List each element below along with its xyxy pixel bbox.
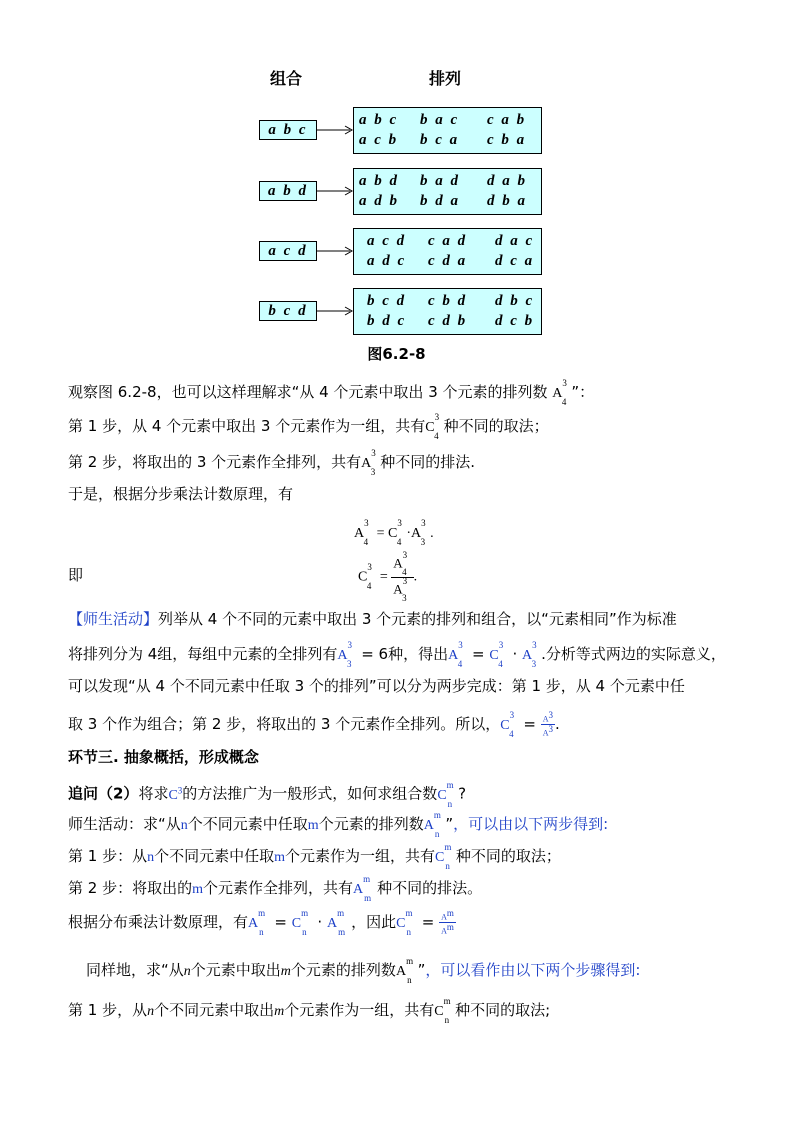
combination-box: b c d bbox=[259, 301, 317, 321]
permutation-item: a d c bbox=[367, 253, 407, 269]
permutation-item: a c d bbox=[367, 233, 407, 249]
permutation-box bbox=[353, 107, 542, 154]
paragraph-step1: 第 1 步，从 4 个元素中取出 3 个元素作为一组，共有$C^3_4$种不同的取法； bbox=[68, 412, 549, 442]
permutation-item: b c d bbox=[367, 293, 407, 309]
permutation-box bbox=[353, 288, 542, 335]
general-step2: 第 2 步：将取出的m个元素作全排列，共有$A^m_m$种不同的排法。 bbox=[68, 874, 483, 904]
fraction: $\frac{A^3_4}{A^3_3}$ bbox=[391, 552, 413, 603]
activity-line-1: 【师生活动】列举从 4 个不同的元素中取出 3 个元素的排列和组合，以“元素相同”作为标准 bbox=[68, 610, 677, 628]
permutation-item: a b c bbox=[359, 112, 399, 128]
paragraph-observe: 观察图 6.2-8，也可以这样理解求“从 4 个元素中取出 3 个元素的排列数 $A^3_4$”： bbox=[68, 378, 595, 408]
paragraph-therefore: 于是，根据分步乘法计数原理，有 bbox=[68, 485, 294, 503]
permutation-item: c d a bbox=[428, 253, 468, 269]
arrow-icon bbox=[317, 306, 354, 316]
label-ji: 即 bbox=[68, 566, 84, 584]
permutation-item: d a b bbox=[487, 173, 527, 189]
activity-line-3: 可以发现“从 4 个不同元素中任取 3 个的排列”可以分为两步完成：第 1 步，从 4 个元素中任 bbox=[68, 677, 685, 695]
figure-caption: 图6.2-8 bbox=[367, 345, 426, 363]
permutation-item: c b a bbox=[487, 132, 527, 148]
fraction-small: $\frac{A^m}{A^m}$ bbox=[441, 908, 454, 936]
permutation-item: d c b bbox=[495, 313, 535, 329]
permutation-item: a d b bbox=[359, 193, 399, 209]
permutation-box bbox=[353, 228, 542, 275]
combination-header: 组合 bbox=[270, 69, 303, 88]
permutation-item: d c a bbox=[495, 253, 535, 269]
permutation-item: b a d bbox=[420, 173, 460, 189]
activity-label: 【师生活动】 bbox=[68, 610, 159, 628]
activity-general-intro: 师生活动：求“从n个不同元素中任取m个元素的排列数$A^m_n$”，可以由以下两步得到: bbox=[68, 810, 609, 840]
general-conclusion: 根据分布乘法计数原理，有$A^m_n = C^m_n \cdot A^m_m$，因此$C^m_n$ = $\frac{A^m}{A^m}$ bbox=[68, 908, 454, 938]
formula-A-eq-C-times-A: $A^3_4 = C^3_4\cdot A^3_3$. bbox=[354, 518, 434, 548]
followup-question: 追问（2）将求$C^3$的方法推广为一般形式，如何求组合数$C^m_n$? bbox=[68, 779, 467, 810]
permutation-item: c a b bbox=[487, 112, 527, 128]
permutation-box bbox=[353, 168, 542, 215]
combination-box: a c d bbox=[259, 241, 317, 261]
formula-C-eq-A-over-A: $C^3_4$ = $\frac{A^3_4}{A^3_3}$ . bbox=[358, 550, 418, 603]
arrow-icon bbox=[317, 125, 354, 135]
similarly-step1: 第 1 步，从n个不同元素中取出m个元素作为一组，共有$C^m_n$种不同的取法; bbox=[68, 996, 551, 1026]
permutation-item: c b d bbox=[428, 293, 468, 309]
permutation-item: b d c bbox=[367, 313, 407, 329]
fraction-small: $\frac{A^3}{A^3}$ bbox=[542, 710, 553, 738]
permutation-item: d b c bbox=[495, 293, 535, 309]
permutation-item: b d a bbox=[420, 193, 460, 209]
permutation-item: b c a bbox=[420, 132, 460, 148]
permutation-header: 排列 bbox=[429, 69, 462, 88]
combination-box: a b c bbox=[259, 120, 317, 140]
permutation-item: b a c bbox=[420, 112, 460, 128]
paragraph-step2: 第 2 步，将取出的 3 个元素作全排列，共有$A^3_3$种不同的排法. bbox=[68, 448, 476, 478]
permutation-item: a c b bbox=[359, 132, 399, 148]
activity-line-2: 将排列分为 4组，每组中元素的全排列有$A^3_3 = 6$种，得出$A^3_4 = C^3_4 \cdot A^3_3$.分析等式两边的实际意义， bbox=[68, 640, 726, 670]
similarly-intro: 同样地，求“从n个元素中取出m个元素的排列数$A^m_n$”，可以看作由以下两个步骤得到: bbox=[86, 956, 641, 986]
arrow-icon bbox=[317, 246, 354, 256]
permutation-item: d a c bbox=[495, 233, 535, 249]
section-heading: 环节三. 抽象概括，形成概念 bbox=[68, 748, 259, 766]
permutation-item: d b a bbox=[487, 193, 527, 209]
arrow-icon bbox=[317, 186, 354, 196]
permutation-item: a b d bbox=[359, 173, 399, 189]
activity-line-4: 取 3 个作为组合；第 2 步，将取出的 3 个元素作全排列。所以，$C^3_4$ = $\frac{A^3}{A^3}$ . bbox=[68, 710, 560, 740]
permutation-item: c a d bbox=[428, 233, 468, 249]
general-step1: 第 1 步：从n个不同元素中任取m个元素作为一组，共有$C^m_n$种不同的取法； bbox=[68, 842, 561, 872]
combination-box: a b d bbox=[259, 181, 317, 201]
permutation-item: c d b bbox=[428, 313, 468, 329]
